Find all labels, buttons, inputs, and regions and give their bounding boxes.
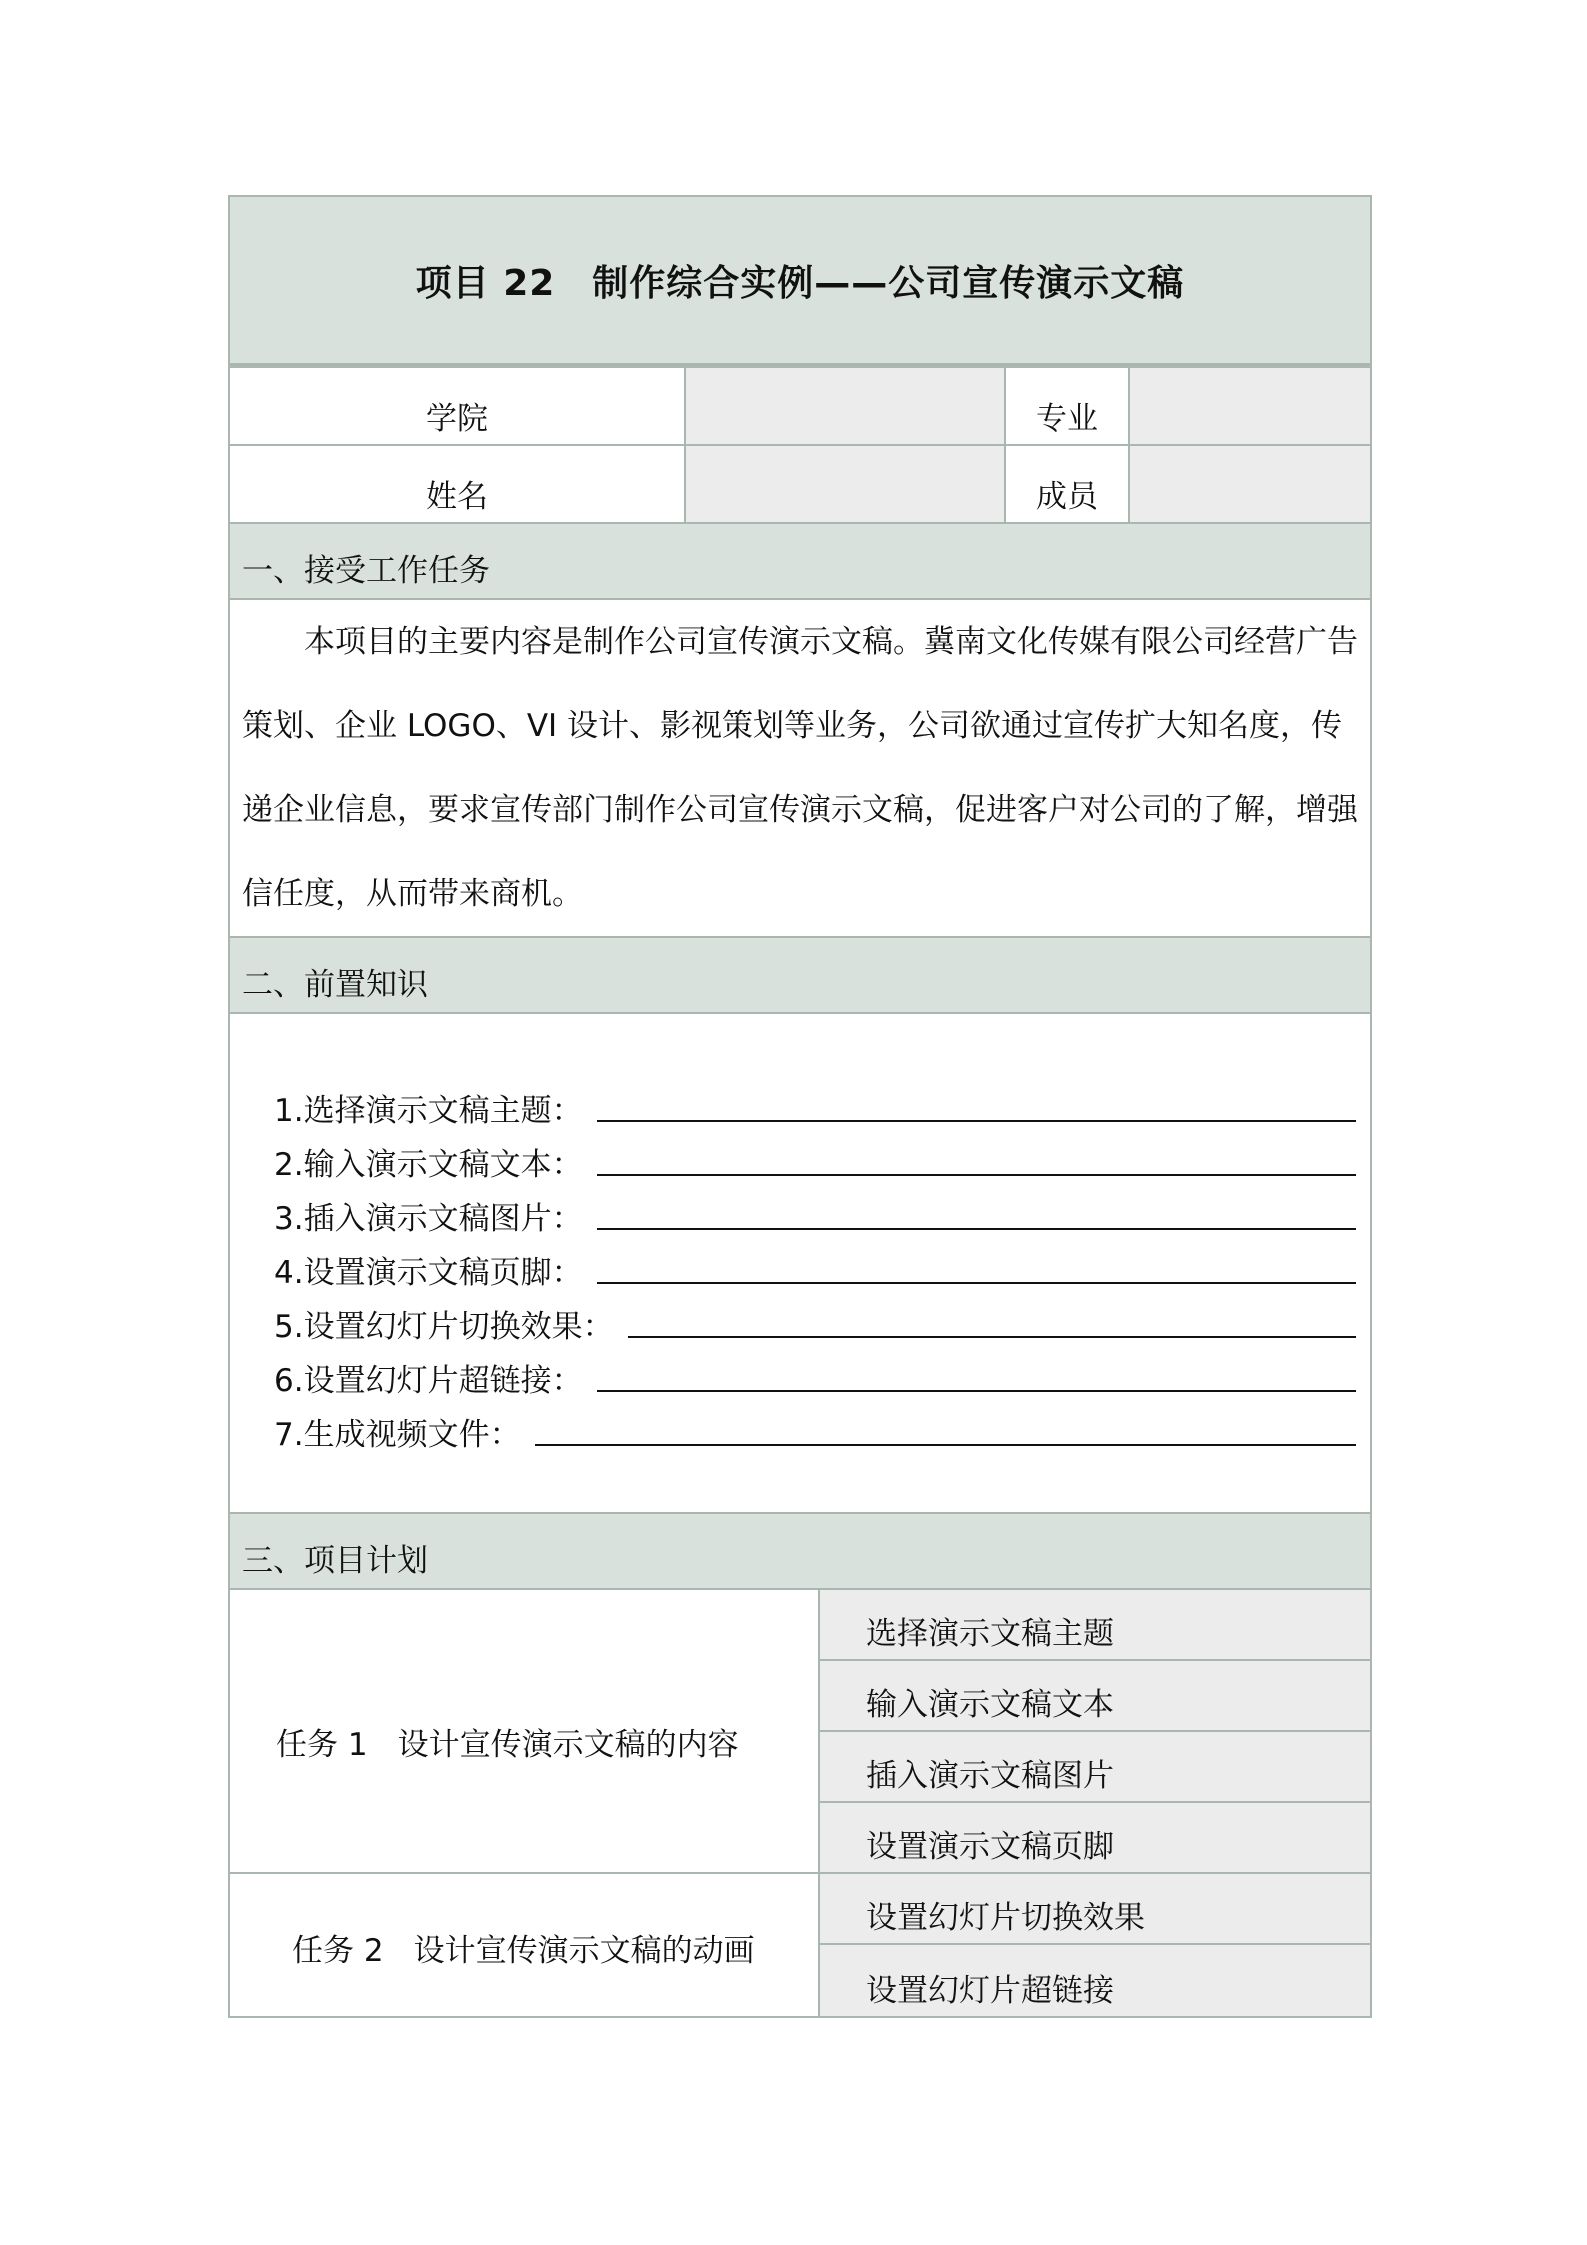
- knowledge-label: 5.设置幻灯片切换效果：: [274, 1309, 614, 1345]
- page-title: 项目 22 制作综合实例——公司宣传演示文稿: [230, 197, 1370, 368]
- task-1-number: 任务 1: [276, 1726, 368, 1763]
- answer-line[interactable]: [597, 1228, 1356, 1230]
- subtask-item: 设置演示文稿页脚: [820, 1803, 1370, 1874]
- answer-line[interactable]: [597, 1282, 1356, 1284]
- answer-line[interactable]: [597, 1174, 1356, 1176]
- task-2-title: 设计宣传演示文稿的动画: [413, 1932, 755, 1969]
- answer-line[interactable]: [535, 1444, 1356, 1446]
- knowledge-item: [274, 1346, 1356, 1400]
- project-worksheet: [228, 195, 1372, 2018]
- task-description: 本项目的主要内容是制作公司宣传演示文稿。冀南文化传媒有限公司经营广告策划、企业 LOGO、VI 设计、影视策划等业务，公司欲通过宣传扩大知名度，传递企业信息，要求宣传部门制作公司宣传演示文稿，促进客户对公司的了解，增强信任度，从而带来商机。: [242, 624, 1358, 912]
- info-row-college: [230, 368, 1370, 446]
- knowledge-item: [274, 1292, 1356, 1346]
- knowledge-item: [274, 1130, 1356, 1184]
- knowledge-item: [274, 1076, 1356, 1130]
- subtask-item: 选择演示文稿主题: [820, 1590, 1370, 1661]
- subtask-item: 设置幻灯片切换效果: [820, 1874, 1370, 1945]
- knowledge-label: 6.设置幻灯片超链接：: [274, 1363, 583, 1399]
- task-1: [230, 1590, 818, 1874]
- knowledge-item: [274, 1184, 1356, 1238]
- knowledge-label: 3.插入演示文稿图片：: [274, 1201, 583, 1237]
- knowledge-label: 2.输入演示文稿文本：: [274, 1147, 583, 1183]
- knowledge-label: 4.设置演示文稿页脚：: [274, 1255, 583, 1291]
- major-field[interactable]: [1130, 368, 1370, 444]
- knowledge-label: 7.生成视频文件：: [274, 1417, 521, 1453]
- subtask-item: 插入演示文稿图片: [820, 1732, 1370, 1803]
- knowledge-label: 1.选择演示文稿主题：: [274, 1093, 583, 1129]
- task-2-number: 任务 2: [292, 1932, 384, 1969]
- member-label: 成员: [1006, 446, 1130, 522]
- member-field[interactable]: [1130, 446, 1370, 522]
- section-heading-plan: 三、项目计划: [230, 1514, 1370, 1590]
- task-1-title: 设计宣传演示文稿的内容: [397, 1726, 739, 1763]
- name-field[interactable]: [686, 446, 1006, 522]
- college-field[interactable]: [686, 368, 1006, 444]
- college-label: 学院: [230, 368, 686, 444]
- subtask-item: 输入演示文稿文本: [820, 1661, 1370, 1732]
- answer-line[interactable]: [597, 1390, 1356, 1392]
- answer-line[interactable]: [597, 1120, 1356, 1122]
- knowledge-item: [274, 1400, 1356, 1454]
- section-heading-task: 一、接受工作任务: [230, 524, 1370, 600]
- major-label: 专业: [1006, 368, 1130, 444]
- task-2: [230, 1874, 818, 2014]
- info-row-name: [230, 446, 1370, 524]
- knowledge-list: [230, 1014, 1370, 1514]
- subtask-item: 设置幻灯片超链接: [820, 1945, 1370, 2016]
- section-body-task: [230, 600, 1370, 938]
- knowledge-item: [274, 1238, 1356, 1292]
- section-heading-knowledge: 二、前置知识: [230, 938, 1370, 1014]
- name-label: 姓名: [230, 446, 686, 522]
- plan-tasks: [230, 1590, 820, 2016]
- plan-subtasks: [820, 1590, 1370, 2016]
- plan-table: [230, 1590, 1370, 2016]
- answer-line[interactable]: [628, 1336, 1356, 1338]
